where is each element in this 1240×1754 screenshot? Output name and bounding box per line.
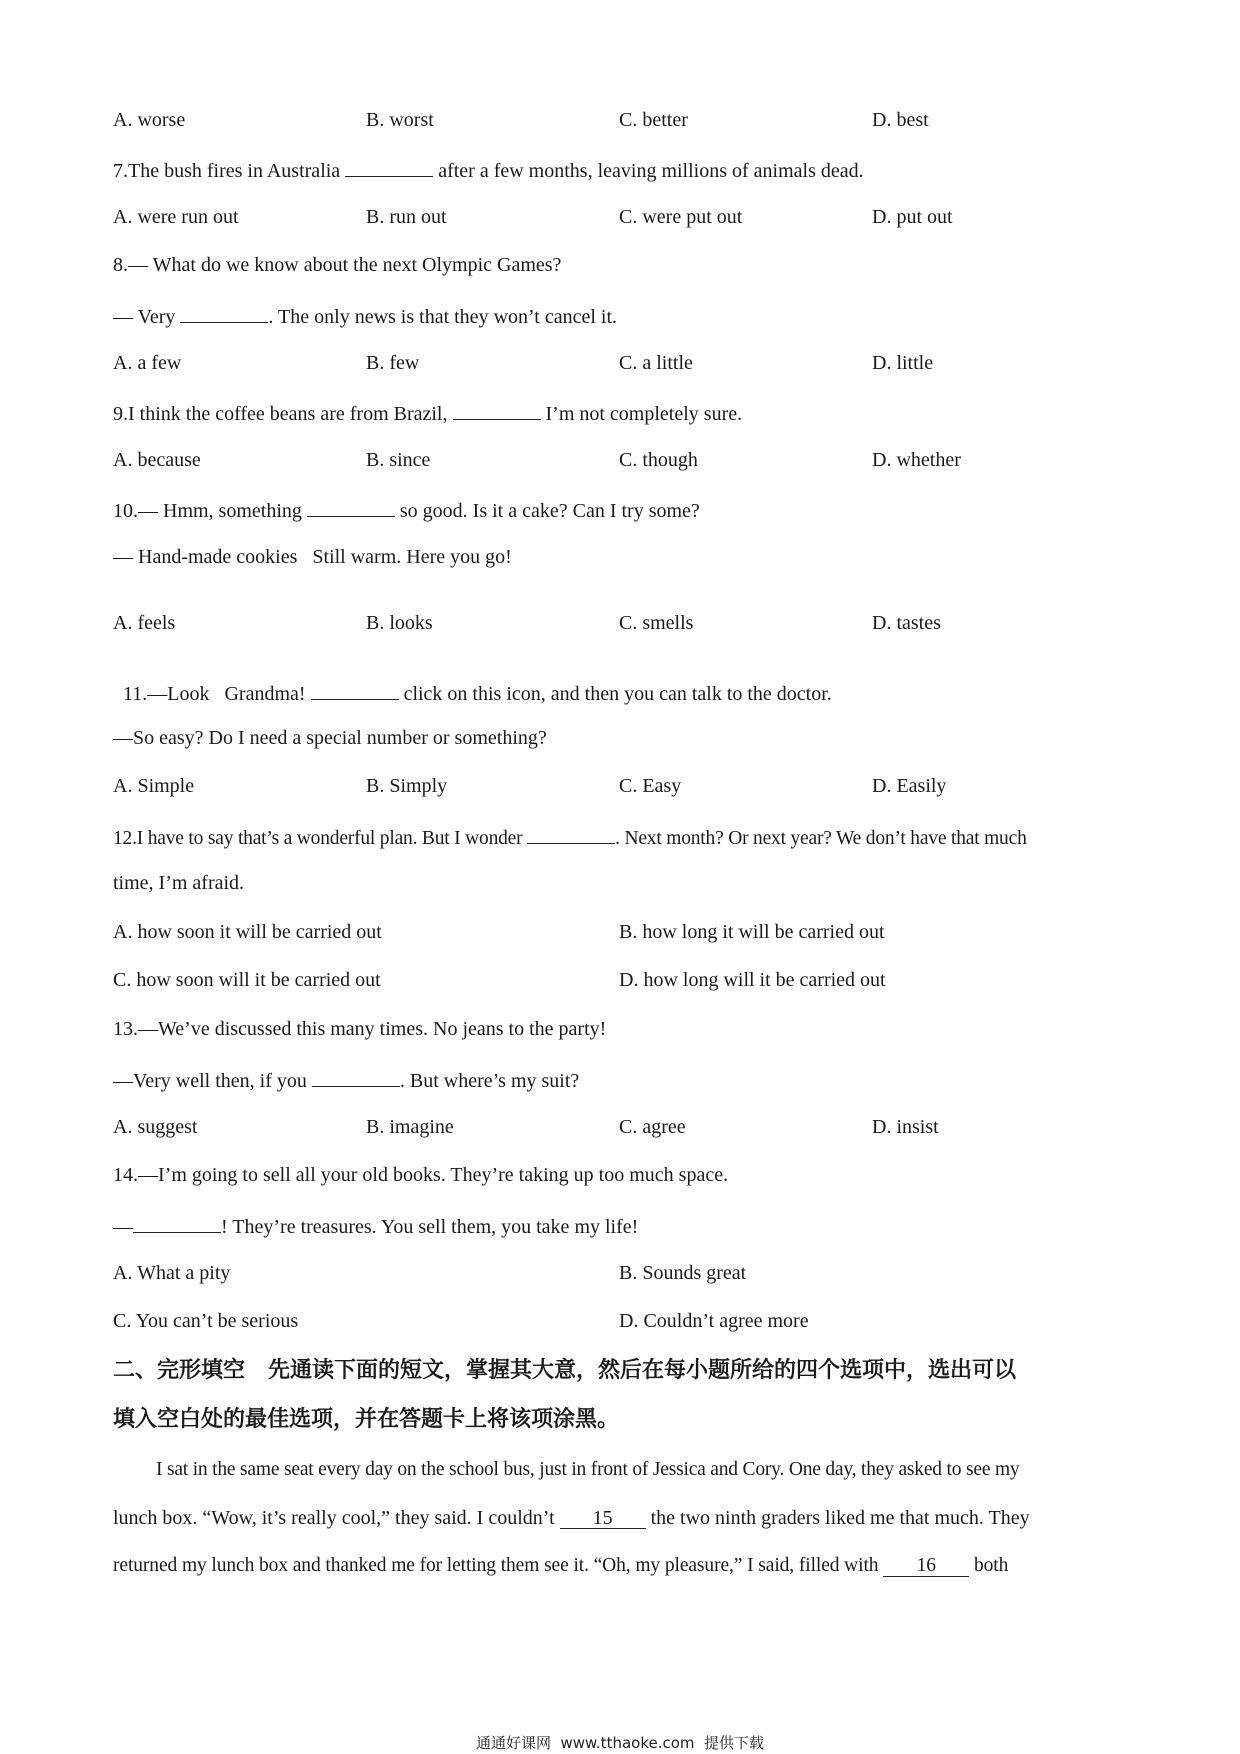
q14-option-d: D. Couldn’t agree more	[619, 1310, 809, 1332]
q11-option-c: C. Easy	[619, 775, 682, 797]
blank-16: 16	[883, 1556, 969, 1577]
q10-line2: — Hand-made cookies Still warm. Here you go!	[113, 546, 512, 568]
q12-option-b: B. how long it will be carried out	[619, 921, 885, 943]
q12-line1-after: . Next month? Or next year? We don’t have that much	[615, 828, 1027, 849]
q6-option-a: A. worse	[113, 109, 186, 131]
q8-line2-before: — Very	[113, 306, 181, 328]
q11-option-b: B. Simply	[366, 775, 448, 797]
q11-option-a: A. Simple	[113, 775, 195, 797]
q13-blank	[312, 1068, 400, 1087]
q10-blank	[307, 498, 395, 517]
q10-option-d: D. tastes	[872, 612, 941, 634]
q9-option-a: A. because	[113, 449, 201, 471]
q10-option-c: C. smells	[619, 612, 694, 634]
q6-option-b: B. worst	[366, 109, 434, 131]
q7-blank	[345, 158, 433, 177]
q7-option-d: D. put out	[872, 206, 953, 228]
page-footer: 通通好课网 www.tthaoke.com 提供下载	[475, 1734, 765, 1752]
q13-option-b: B. imagine	[366, 1116, 454, 1138]
q7-option-a: A. were run out	[113, 206, 239, 228]
q8-option-d: D. little	[872, 352, 934, 374]
q8-option-a: A. a few	[113, 352, 182, 374]
q12-line1-before: 12.I have to say that’s a wonderful plan. But I wonder	[113, 828, 528, 849]
q11-line2: —So easy? Do I need a special number or something?	[113, 727, 547, 749]
q9-stem-before: 9.I think the coffee beans are from Brazil,	[113, 403, 453, 425]
q13-option-d: D. insist	[872, 1116, 939, 1138]
q11-blank	[311, 681, 399, 700]
q8-line2	[113, 304, 617, 327]
q10-line1-after: so good. Is it a cake? Can I try some?	[394, 500, 700, 522]
q13-option-c: C. agree	[619, 1116, 686, 1138]
passage-line3-after: both	[969, 1555, 1009, 1576]
q7-option-c: C. were put out	[619, 206, 743, 228]
q12-blank	[527, 825, 615, 844]
q14-option-c: C. You can’t be serious	[113, 1310, 299, 1332]
q10-line1	[113, 498, 700, 521]
q10-line1-before: 10.— Hmm, something	[113, 500, 307, 522]
q8-option-c: C. a little	[619, 352, 693, 374]
q7-stem-before: 7.The bush fires in Australia	[113, 160, 346, 182]
q6-option-c: C. better	[619, 109, 688, 131]
q8-blank	[180, 304, 268, 323]
q14-line2	[113, 1214, 638, 1237]
q13-line1: 13.—We’ve discussed this many times. No jeans to the party!	[113, 1018, 607, 1040]
q14-line1: 14.—I’m going to sell all your old books. They’re taking up too much space.	[113, 1164, 729, 1186]
q9-option-c: C. though	[619, 449, 698, 471]
passage-line3	[113, 1556, 1008, 1577]
q9-option-b: B. since	[366, 449, 431, 471]
section2-heading-line2: 填入空白处的最佳选项，并在答题卡上将该项涂黑。	[113, 1407, 620, 1432]
q14-line2-after: ! They’re treasures. You sell them, you take my life!	[221, 1216, 639, 1238]
q13-line2-after: . But where’s my suit?	[399, 1070, 580, 1092]
passage-line2-after: the two ninth graders liked me that much. They	[645, 1507, 1030, 1529]
q14-blank	[133, 1214, 221, 1233]
q14-line2-before: —	[113, 1216, 133, 1238]
q8-option-b: B. few	[366, 352, 420, 374]
q12-option-d: D. how long will it be carried out	[619, 969, 886, 991]
passage-line2	[113, 1508, 1030, 1529]
q7-stem	[113, 158, 864, 181]
passage-line3-before: returned my lunch box and thanked me for letting them see it. “Oh, my pleasure,” I said, filled with	[113, 1555, 884, 1576]
blank-15: 15	[560, 1508, 646, 1529]
q13-line2-before: —Very well then, if you	[113, 1070, 312, 1092]
q12-option-a: A. how soon it will be carried out	[113, 921, 382, 943]
q11-option-d: D. Easily	[872, 775, 947, 797]
passage-line1: I sat in the same seat every day on the school bus, just in front of Jessica and Cory. One day, they asked to see my	[156, 1459, 1020, 1480]
q13-option-a: A. suggest	[113, 1116, 198, 1138]
q6-option-d: D. best	[872, 109, 929, 131]
q14-option-b: B. Sounds great	[619, 1262, 747, 1284]
q12-line2: time, I’m afraid.	[113, 872, 245, 894]
q11-line1-after: click on this icon, and then you can talk to the doctor.	[398, 683, 832, 705]
q8-line2-after: . The only news is that they won’t cancel it.	[268, 306, 618, 328]
q7-option-b: B. run out	[366, 206, 447, 228]
section2-heading-line1: 二、完形填空 先通读下面的短文，掌握其大意，然后在每小题所给的四个选项中，选出可以	[113, 1358, 1016, 1383]
q11-line1-before: 11.—Look Grandma!	[123, 683, 311, 705]
q9-stem	[113, 401, 742, 424]
q12-line1	[113, 825, 1027, 849]
q7-stem-after: after a few months, leaving millions of animals dead.	[433, 160, 864, 182]
q12-option-c: C. how soon will it be carried out	[113, 969, 381, 991]
q8-line1: 8.— What do we know about the next Olympic Games?	[113, 254, 562, 276]
q13-line2	[113, 1068, 579, 1091]
q10-option-b: B. looks	[366, 612, 433, 634]
q9-blank	[453, 401, 541, 420]
q9-option-d: D. whether	[872, 449, 961, 471]
q11-line1	[113, 661, 832, 704]
q14-option-a: A. What a pity	[113, 1262, 231, 1284]
q9-stem-after: I’m not completely sure.	[540, 403, 743, 425]
passage-line2-before: lunch box. “Wow, it’s really cool,” they said. I couldn’t	[113, 1507, 560, 1529]
q10-option-a: A. feels	[113, 612, 176, 634]
